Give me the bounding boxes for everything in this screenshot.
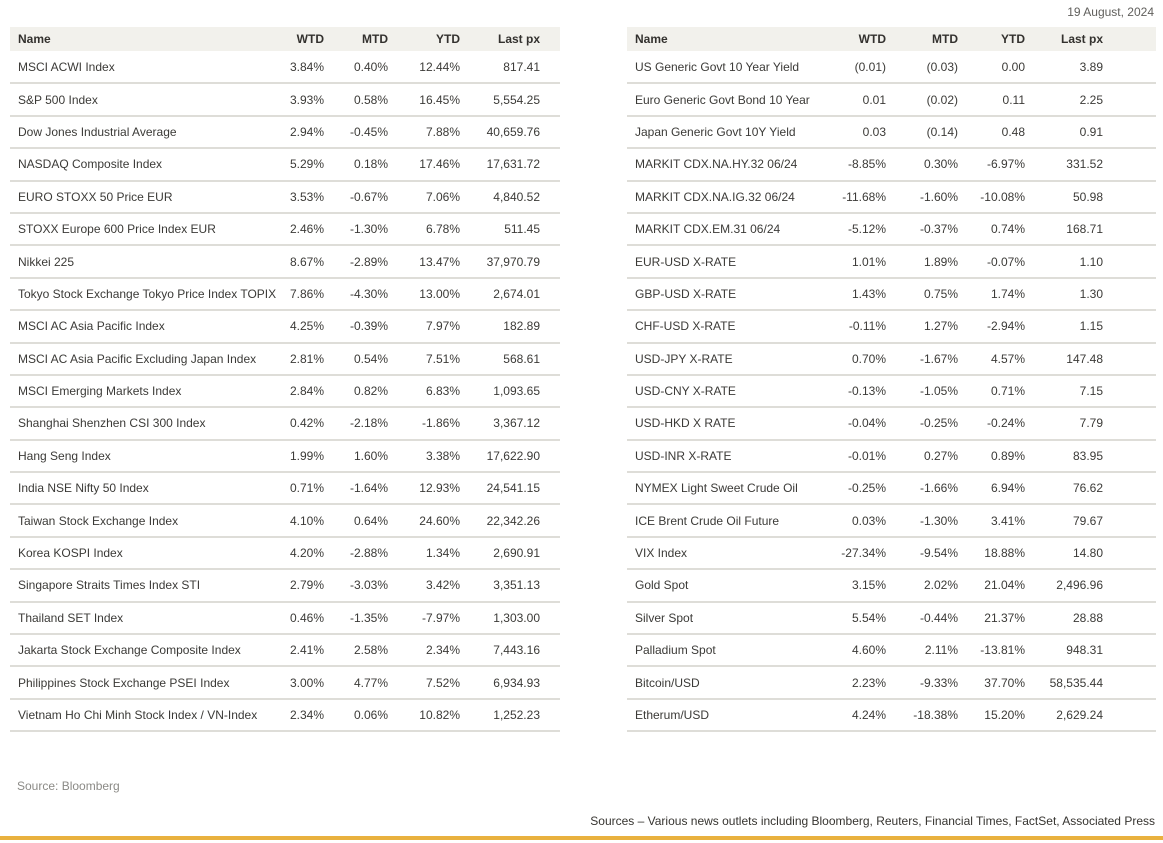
- value-ytd: 37.70%: [984, 675, 1025, 690]
- instrument-name: EUR-USD X-RATE: [635, 254, 737, 269]
- value-ytd: 18.88%: [984, 546, 1025, 561]
- value-wtd: 1.43%: [851, 286, 886, 301]
- instrument-name: MARKIT CDX.EM.31 06/24: [635, 222, 781, 237]
- value-ytd: 17.46%: [419, 157, 460, 172]
- value-wtd: 4.24%: [851, 708, 886, 722]
- value-last: 2.25: [1079, 92, 1103, 107]
- value-ytd: -10.08%: [980, 189, 1025, 204]
- instrument-name: NYMEX Light Sweet Crude Oil: [635, 481, 798, 496]
- value-mtd: -0.39%: [349, 319, 388, 334]
- instrument-name: USD-INR X-RATE: [635, 448, 732, 463]
- instrument-name: USD-HKD X RATE: [635, 416, 736, 431]
- instrument-name: Etherum/USD: [635, 708, 710, 722]
- table-row: [10, 602, 560, 634]
- value-ytd: -7.97%: [421, 610, 460, 625]
- value-ytd: 21.04%: [984, 578, 1025, 593]
- table-row: [627, 278, 1156, 310]
- instrument-name: Palladium Spot: [635, 643, 716, 658]
- value-wtd: 0.03%: [851, 513, 886, 528]
- table-row: [10, 504, 560, 536]
- instrument-name: Philippines Stock Exchange PSEI Index: [18, 675, 230, 690]
- value-mtd: -9.33%: [919, 675, 958, 690]
- value-ytd: -2.94%: [986, 319, 1025, 334]
- value-wtd: 5.54%: [851, 610, 886, 625]
- value-mtd: 0.40%: [353, 59, 388, 74]
- table-row: [627, 343, 1156, 375]
- value-last: 7.79: [1079, 416, 1103, 431]
- value-wtd: 7.86%: [289, 286, 324, 301]
- value-last: 1,303.00: [493, 610, 540, 625]
- value-ytd: 7.88%: [425, 124, 460, 139]
- value-wtd: 2.23%: [851, 675, 886, 690]
- table-row: [627, 634, 1156, 666]
- value-mtd: 1.89%: [923, 254, 958, 269]
- value-last: 50.98: [1072, 189, 1103, 204]
- instrument-name: USD-CNY X-RATE: [635, 384, 736, 399]
- value-ytd: 3.42%: [425, 578, 460, 593]
- table-row: [10, 148, 560, 180]
- value-ytd: 7.06%: [425, 189, 460, 204]
- value-ytd: 2.34%: [425, 643, 460, 658]
- value-last: 24,541.15: [486, 481, 540, 496]
- value-wtd: -27.34%: [841, 546, 886, 561]
- value-ytd: 0.00: [1001, 59, 1025, 74]
- value-mtd: -0.67%: [349, 189, 388, 204]
- table-row: [10, 666, 560, 698]
- instrument-name: Taiwan Stock Exchange Index: [18, 513, 179, 528]
- table-row: [10, 278, 560, 310]
- table-row: [10, 634, 560, 666]
- value-wtd: 2.41%: [289, 643, 324, 658]
- value-last: 1,252.23: [493, 708, 540, 722]
- value-mtd: -1.67%: [919, 351, 958, 366]
- value-wtd: 4.25%: [289, 319, 324, 334]
- value-ytd: 12.44%: [419, 59, 460, 74]
- instrument-name: Hang Seng Index: [18, 448, 111, 463]
- value-wtd: -0.04%: [847, 416, 886, 431]
- value-last: 3,367.12: [493, 416, 540, 431]
- value-wtd: 1.99%: [289, 448, 324, 463]
- value-last: 5,554.25: [493, 92, 540, 107]
- rates-fx-commodities-table-header: [627, 27, 1156, 51]
- value-mtd: 0.58%: [353, 92, 388, 107]
- column-header-mtd: MTD: [886, 27, 958, 51]
- value-ytd: 0.48: [1001, 124, 1025, 139]
- value-wtd: 4.20%: [289, 546, 324, 561]
- value-last: 817.41: [503, 59, 540, 74]
- instrument-name: MSCI ACWI Index: [18, 59, 115, 74]
- column-header-ytd: YTD: [958, 27, 1025, 51]
- value-mtd: -18.38%: [913, 708, 958, 722]
- table-row: [10, 569, 560, 601]
- value-ytd: 3.38%: [425, 448, 460, 463]
- table-row: [627, 310, 1156, 342]
- instrument-name: Thailand SET Index: [18, 610, 124, 625]
- value-ytd: 13.00%: [419, 286, 460, 301]
- instrument-name: Bitcoin/USD: [635, 675, 700, 690]
- table-row: [627, 83, 1156, 115]
- table-row: [627, 472, 1156, 504]
- table-row: [10, 245, 560, 277]
- value-ytd: 6.78%: [425, 222, 460, 237]
- value-wtd: 1.01%: [851, 254, 886, 269]
- value-last: 147.48: [1066, 351, 1103, 366]
- value-ytd: 3.41%: [990, 513, 1025, 528]
- value-mtd: -1.35%: [349, 610, 388, 625]
- value-last: 1.30: [1079, 286, 1103, 301]
- instrument-name: Silver Spot: [635, 610, 694, 625]
- value-wtd: 3.93%: [289, 92, 324, 107]
- value-wtd: 8.67%: [289, 254, 324, 269]
- value-wtd: 0.01: [862, 92, 886, 107]
- rates-fx-commodities-table: [627, 27, 1156, 732]
- value-last: 4,840.52: [493, 189, 540, 204]
- instrument-name: MSCI Emerging Markets Index: [18, 384, 182, 399]
- value-wtd: -5.12%: [847, 222, 886, 237]
- instrument-name: CHF-USD X-RATE: [635, 319, 736, 334]
- table-row: [10, 440, 560, 472]
- table-row: [627, 181, 1156, 213]
- value-last: 1,093.65: [493, 384, 540, 399]
- value-ytd: -1.86%: [421, 416, 460, 431]
- value-last: 2,674.01: [493, 286, 540, 301]
- value-last: 37,970.79: [486, 254, 540, 269]
- value-wtd: (0.01): [854, 59, 886, 74]
- value-wtd: 3.84%: [289, 59, 324, 74]
- instrument-name: STOXX Europe 600 Price Index EUR: [18, 222, 216, 237]
- column-header-mtd: MTD: [324, 27, 388, 51]
- instrument-name: Japan Generic Govt 10Y Yield: [635, 124, 796, 139]
- table-row: [627, 440, 1156, 472]
- value-mtd: -1.30%: [349, 222, 388, 237]
- instrument-name: S&P 500 Index: [18, 92, 98, 107]
- value-last: 168.71: [1066, 222, 1103, 237]
- instrument-name: Dow Jones Industrial Average: [18, 124, 177, 139]
- value-wtd: 2.79%: [289, 578, 324, 593]
- instrument-name: Nikkei 225: [18, 254, 75, 269]
- value-mtd: -4.30%: [349, 286, 388, 301]
- column-header-last-px: Last px: [1025, 27, 1156, 51]
- column-header-wtd: WTD: [826, 27, 886, 51]
- value-wtd: -11.68%: [842, 189, 886, 204]
- value-mtd: 0.54%: [353, 351, 388, 366]
- value-ytd: 10.82%: [419, 708, 460, 722]
- value-last: 331.52: [1066, 157, 1103, 172]
- value-ytd: 7.97%: [425, 319, 460, 334]
- instrument-name: Singapore Straits Times Index STI: [18, 578, 201, 593]
- table-row: [627, 699, 1156, 731]
- value-mtd: 0.64%: [353, 513, 388, 528]
- instrument-name: US Generic Govt 10 Year Yield: [635, 59, 800, 74]
- value-ytd: 0.71%: [990, 384, 1025, 399]
- value-mtd: 2.11%: [924, 643, 958, 658]
- value-mtd: -2.89%: [349, 254, 388, 269]
- value-ytd: -0.24%: [986, 416, 1025, 431]
- table-row: [627, 504, 1156, 536]
- instrument-name: NASDAQ Composite Index: [18, 157, 163, 172]
- value-ytd: 1.74%: [990, 286, 1025, 301]
- table-row: [10, 343, 560, 375]
- instrument-name: MSCI AC Asia Pacific Excluding Japan Index: [18, 351, 257, 366]
- table-row: [627, 666, 1156, 698]
- column-header-last-px: Last px: [460, 27, 560, 51]
- table-row: [10, 537, 560, 569]
- value-mtd: (0.03): [926, 59, 958, 74]
- value-last: 28.88: [1072, 610, 1103, 625]
- instrument-name: Shanghai Shenzhen CSI 300 Index: [18, 416, 206, 431]
- equity-indices-table: [10, 27, 560, 732]
- value-wtd: 0.46%: [289, 610, 324, 625]
- value-wtd: -8.85%: [847, 157, 886, 172]
- table-row: [10, 699, 560, 731]
- value-ytd: 24.60%: [419, 513, 460, 528]
- value-ytd: 12.93%: [419, 481, 460, 496]
- value-ytd: 21.37%: [984, 610, 1025, 625]
- value-last: 182.89: [503, 319, 540, 334]
- value-ytd: 4.57%: [990, 351, 1025, 366]
- table-row: [627, 116, 1156, 148]
- value-last: 948.31: [1066, 643, 1103, 658]
- value-wtd: 0.03: [862, 124, 886, 139]
- table-row: [627, 407, 1156, 439]
- value-wtd: 2.34%: [289, 708, 324, 722]
- value-last: 79.67: [1072, 513, 1103, 528]
- value-last: 22,342.26: [486, 513, 540, 528]
- instrument-name: Tokyo Stock Exchange Tokyo Price Index TOPIX: [18, 286, 277, 301]
- instrument-name: USD-JPY X-RATE: [635, 351, 733, 366]
- value-last: 6,934.93: [493, 675, 540, 690]
- value-last: 0.91: [1079, 124, 1103, 139]
- value-last: 3.89: [1079, 59, 1103, 74]
- value-wtd: 2.84%: [289, 384, 324, 399]
- value-last: 1.10: [1079, 254, 1103, 269]
- value-ytd: 7.51%: [425, 351, 460, 366]
- table-row: [627, 602, 1156, 634]
- value-wtd: 2.81%: [289, 351, 324, 366]
- column-header-name: Name: [627, 27, 826, 51]
- table-row: [627, 51, 1156, 83]
- table-row: [10, 407, 560, 439]
- table-row: [10, 213, 560, 245]
- instrument-name: India NSE Nifty 50 Index: [18, 481, 149, 496]
- table-row: [10, 83, 560, 115]
- value-wtd: 4.10%: [289, 513, 324, 528]
- instrument-name: Jakarta Stock Exchange Composite Index: [18, 643, 241, 658]
- value-mtd: -2.88%: [349, 546, 388, 561]
- value-last: 76.62: [1072, 481, 1103, 496]
- value-mtd: 1.27%: [923, 319, 958, 334]
- column-header-wtd: WTD: [284, 27, 324, 51]
- value-last: 7.15: [1079, 384, 1103, 399]
- value-mtd: -2.18%: [349, 416, 388, 431]
- value-last: 3,351.13: [493, 578, 540, 593]
- value-last: 83.95: [1072, 448, 1103, 463]
- instrument-name: Korea KOSPI Index: [18, 546, 123, 561]
- table-row: [10, 51, 560, 83]
- instrument-name: VIX Index: [635, 546, 688, 561]
- value-mtd: -9.54%: [919, 546, 958, 561]
- value-mtd: -1.60%: [919, 189, 958, 204]
- value-ytd: -0.07%: [986, 254, 1025, 269]
- value-wtd: -0.25%: [847, 481, 886, 496]
- table-row: [10, 116, 560, 148]
- value-ytd: 0.89%: [990, 448, 1025, 463]
- table-row: [10, 375, 560, 407]
- value-wtd: 0.42%: [289, 416, 324, 431]
- value-mtd: -0.25%: [919, 416, 958, 431]
- value-ytd: 15.20%: [984, 708, 1025, 722]
- table-row: [627, 537, 1156, 569]
- value-last: 17,622.90: [486, 448, 540, 463]
- value-last: 1.15: [1079, 319, 1103, 334]
- column-header-ytd: YTD: [388, 27, 460, 51]
- value-last: 511.45: [504, 222, 540, 237]
- value-ytd: 6.94%: [990, 481, 1025, 496]
- value-last: 40,659.76: [486, 124, 540, 139]
- value-wtd: 0.70%: [851, 351, 886, 366]
- value-ytd: -6.97%: [986, 157, 1025, 172]
- value-mtd: 0.18%: [353, 157, 388, 172]
- value-mtd: -1.66%: [919, 481, 958, 496]
- value-mtd: -1.05%: [919, 384, 958, 399]
- instrument-name: MARKIT CDX.NA.HY.32 06/24: [635, 157, 798, 172]
- value-mtd: -0.37%: [919, 222, 958, 237]
- instrument-name: MSCI AC Asia Pacific Index: [18, 319, 165, 334]
- value-last: 17,631.72: [486, 157, 540, 172]
- value-ytd: 0.11: [1002, 92, 1025, 107]
- value-mtd: -1.30%: [919, 513, 958, 528]
- instrument-name: Vietnam Ho Chi Minh Stock Index / VN-Index: [18, 708, 258, 722]
- equity-indices-table-header: [10, 27, 560, 51]
- table-row: [627, 148, 1156, 180]
- value-last: 58,535.44: [1049, 675, 1103, 690]
- value-wtd: 2.46%: [289, 222, 324, 237]
- value-last: 2,496.96: [1056, 578, 1103, 593]
- table-row: [627, 213, 1156, 245]
- instrument-name: Gold Spot: [635, 578, 689, 593]
- value-wtd: -0.01%: [847, 448, 886, 463]
- instrument-name: EURO STOXX 50 Price EUR: [18, 189, 173, 204]
- instrument-name: ICE Brent Crude Oil Future: [635, 513, 780, 528]
- value-wtd: 2.94%: [289, 124, 324, 139]
- value-ytd: 6.83%: [425, 384, 460, 399]
- accent-divider-bar: [0, 836, 1163, 840]
- table-row: [10, 310, 560, 342]
- sources-note-footer: Sources – Various news outlets including Bloomberg, Reuters, Financial Times, FactSet, Associated Press: [590, 814, 1155, 828]
- table-row: [10, 472, 560, 504]
- value-last: 568.61: [503, 351, 540, 366]
- value-ytd: 0.74%: [990, 222, 1025, 237]
- value-last: 2,690.91: [493, 546, 540, 561]
- value-mtd: 2.58%: [353, 643, 388, 658]
- value-wtd: 4.60%: [851, 643, 886, 658]
- value-mtd: (0.14): [926, 124, 958, 139]
- column-header-name: Name: [10, 27, 284, 51]
- instrument-name: MARKIT CDX.NA.IG.32 06/24: [635, 189, 795, 204]
- value-mtd: 0.75%: [923, 286, 958, 301]
- value-ytd: 1.34%: [425, 546, 460, 561]
- report-date: 19 August, 2024: [1067, 5, 1154, 19]
- value-mtd: 0.27%: [923, 448, 958, 463]
- value-wtd: 0.71%: [289, 481, 324, 496]
- value-mtd: 0.82%: [353, 384, 388, 399]
- value-wtd: 3.15%: [851, 578, 886, 593]
- source-note-bloomberg: Source: Bloomberg: [17, 779, 120, 793]
- value-ytd: 7.52%: [425, 675, 460, 690]
- table-row: [627, 245, 1156, 277]
- value-mtd: 0.06%: [353, 708, 388, 722]
- value-ytd: 13.47%: [419, 254, 460, 269]
- table-row: [10, 181, 560, 213]
- value-mtd: -3.03%: [349, 578, 388, 593]
- value-last: 2,629.24: [1056, 708, 1103, 722]
- value-last: 7,443.16: [493, 643, 540, 658]
- value-mtd: 4.77%: [353, 675, 388, 690]
- value-last: 14.80: [1072, 546, 1103, 561]
- value-ytd: -13.81%: [980, 643, 1025, 658]
- value-mtd: -0.45%: [349, 124, 388, 139]
- instrument-name: GBP-USD X-RATE: [635, 286, 737, 301]
- value-mtd: -0.44%: [919, 610, 958, 625]
- value-wtd: -0.11%: [848, 319, 886, 334]
- instrument-name: Euro Generic Govt Bond 10 Year: [635, 92, 810, 107]
- value-mtd: 0.30%: [923, 157, 958, 172]
- value-mtd: 2.02%: [923, 578, 958, 593]
- table-row: [627, 375, 1156, 407]
- value-wtd: -0.13%: [847, 384, 886, 399]
- value-mtd: (0.02): [926, 92, 958, 107]
- value-ytd: 16.45%: [419, 92, 460, 107]
- value-wtd: 5.29%: [289, 157, 324, 172]
- value-mtd: -1.64%: [349, 481, 388, 496]
- value-wtd: 3.53%: [289, 189, 324, 204]
- table-row: [627, 569, 1156, 601]
- value-mtd: 1.60%: [353, 448, 388, 463]
- value-wtd: 3.00%: [289, 675, 324, 690]
